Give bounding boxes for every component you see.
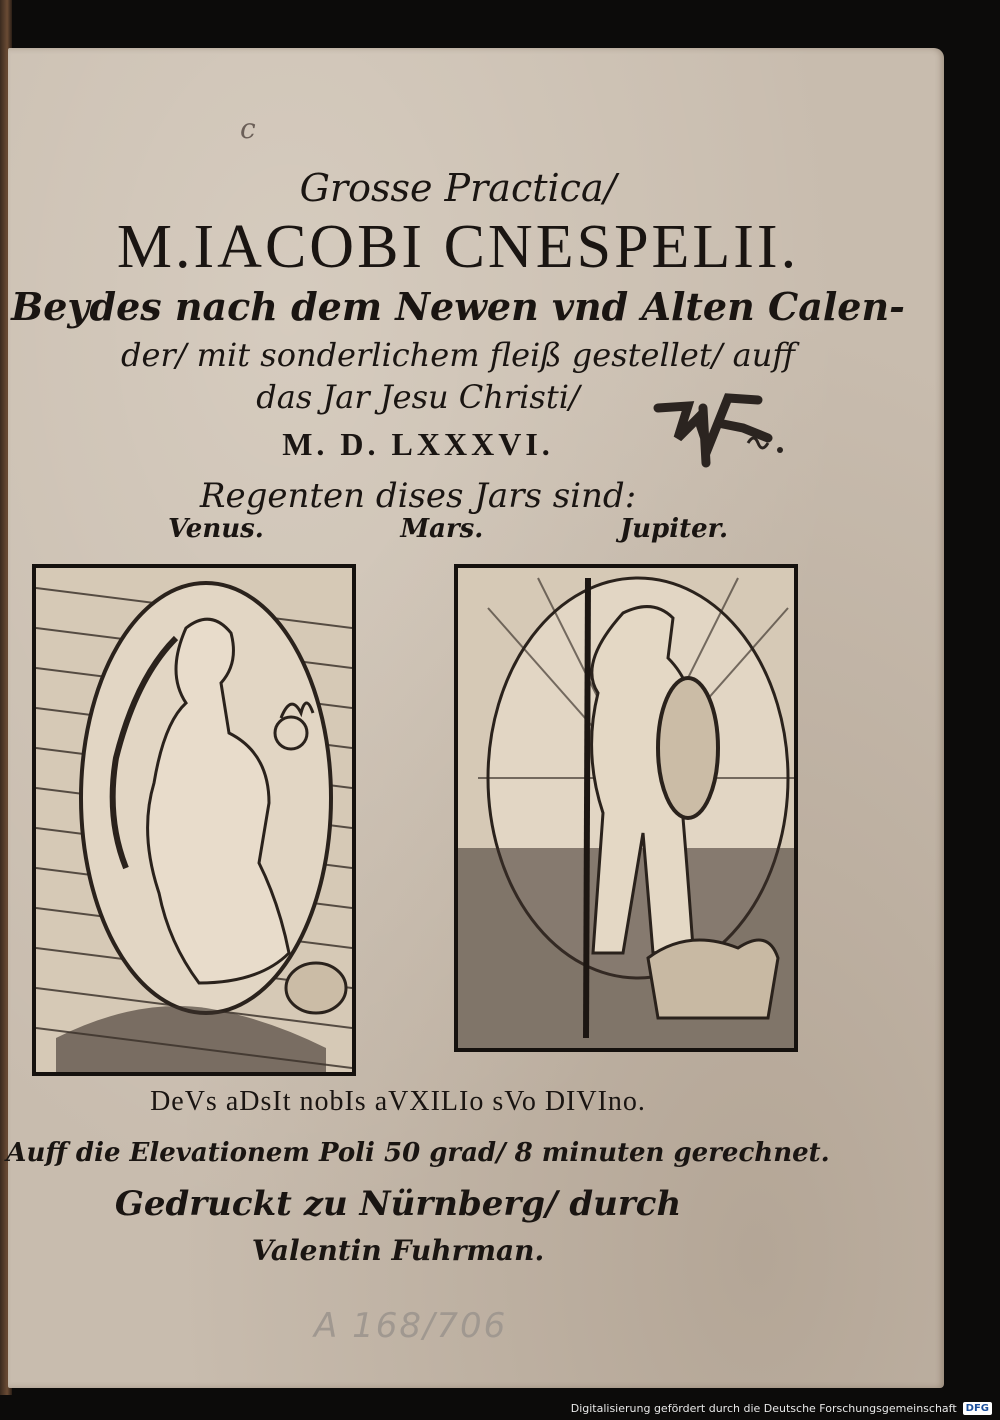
regent-jupiter: Jupiter.	[619, 514, 728, 544]
subtitle-line-1: Beydes nach dem Newen vnd Alten Calen-	[11, 284, 905, 329]
digitization-credit	[571, 1399, 992, 1417]
imprint-line-2: Valentin Fuhrman.	[251, 1234, 545, 1267]
ink-monogram-mark	[648, 378, 788, 488]
regents-list	[168, 514, 728, 544]
subtitle-line-2: der/ mit sonderlichem fleiß gestellet/ auff	[120, 336, 796, 374]
dfg-logo-icon: DFG	[963, 1402, 992, 1415]
regent-venus: Venus.	[168, 514, 264, 544]
elevation-line: Auff die Elevationem Poli 50 grad/ 8 minuten gerechnet.	[6, 1138, 830, 1168]
title-page	[8, 48, 944, 1388]
regents-heading: Regenten dises Jars sind:	[199, 476, 637, 516]
regent-mars: Mars.	[400, 514, 484, 544]
pencil-annotation: c	[240, 112, 256, 145]
mars-woodcut	[454, 564, 798, 1052]
credit-text: Digitalisierung gefördert durch die Deutsche Forschungsgemeinschaft	[570, 1401, 957, 1415]
title-line: Grosse Practica/	[299, 166, 617, 210]
year-line: M. D. LXXXVI.	[282, 426, 554, 462]
imprint-line-1: Gedruckt zu Nürnberg/ durch	[114, 1184, 682, 1224]
motto-line: DeVs aDsIt nobIs aVXILIo sVo DIVIno.	[150, 1086, 646, 1117]
subtitle-line-3: das Jar Jesu Christi/	[256, 378, 580, 416]
author-line: M.IACOBI CNESPELII.	[116, 213, 800, 281]
venus-woodcut	[32, 564, 356, 1076]
pencil-shelfmark: A 168/706	[314, 1306, 508, 1346]
